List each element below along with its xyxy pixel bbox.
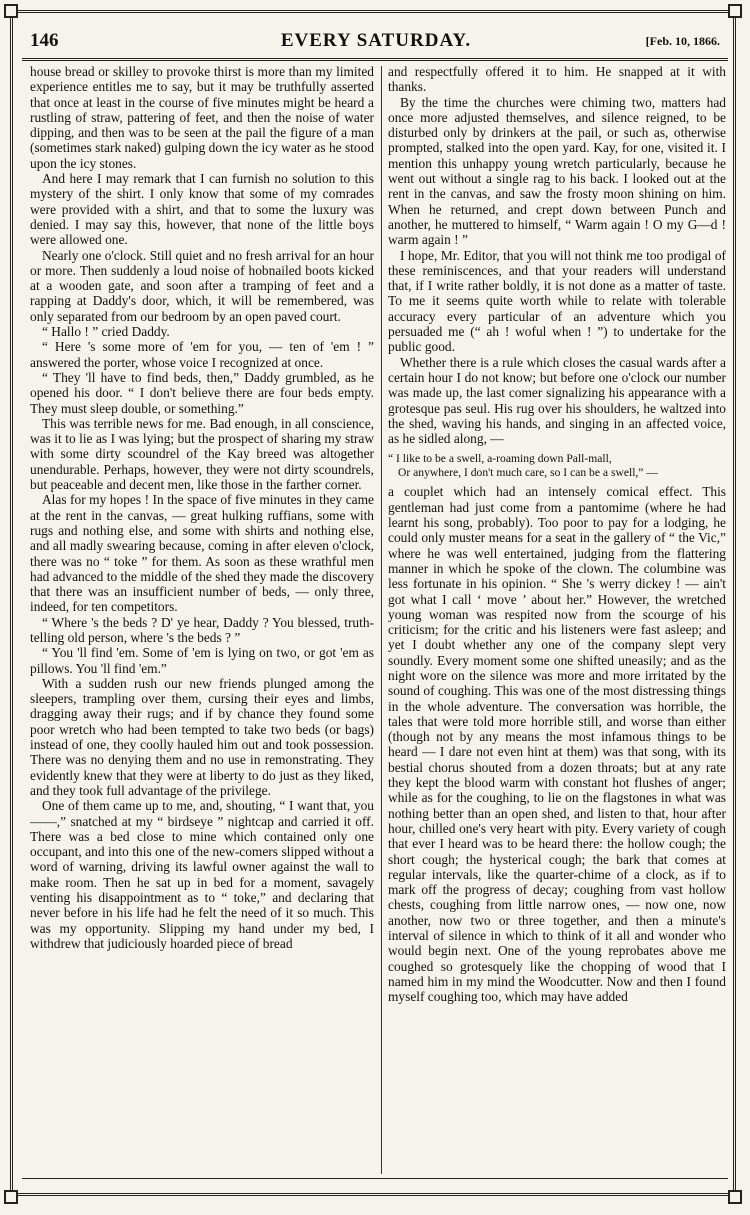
right-column-top [388, 64, 726, 446]
issue-date: [Feb. 10, 1866. [645, 34, 720, 48]
paragraph: house bread or skilley to provoke thirst is more than my limited experience entitles me to say, but it may be truthfully asserted that once at least in the course of five minutes might be heard a rustling of straw, pattering of feet, and then the noise of water dipping, and then was to be seen at the pail the figure of a man (sometimes stark naked) gulping down the icy water as he stood upon the icy stones. [30, 64, 374, 171]
paragraph: “ Here 's some more of 'em for you, — ten of 'em ! ” answered the porter, whose voice I recognized at once. [30, 339, 374, 370]
verse-quotation [388, 452, 726, 480]
left-column [30, 64, 374, 1176]
paragraph: Whether there is a rule which closes the casual wards after a certain hour I do not know; but before one o'clock our number was made up, the last comer signalizing his appearance with a grotesque pas seul. His rug over his shoulders, he waltzed into the shed, waving his hands, and singing in an affected voice, as he sidled along, — [388, 354, 726, 447]
paragraph: Nearly one o'clock. Still quiet and no fresh arrival for an hour or more. Then suddenly a loud noise of hobnailed boots kicked at a wooden gate, and soon after a tramping of feet and a rapping at Daddy's door, which, it will be remembered, was only separated from our bedroom by an open paved court. [30, 247, 374, 324]
paragraph: Alas for my hopes ! In the space of five minutes in they came at the rent in the canvas, — great hulking ruffians, some with rugs and nothing else, and some with shirts and nothing else, and all madly swearing because, coming in after eleven o'clock, there was no “ toke ” for them. As soon as these wrathful men had advanced to the middle of the shed they made the discovery that there was an insufficient number of beds, — only three, indeed, for ten competitors. [30, 492, 374, 615]
page-header [26, 30, 726, 60]
verse-line-2: Or anywhere, I don't much care, so I can be a swell,” — [398, 466, 658, 480]
paragraph: “ You 'll find 'em. Some of 'em is lying on two, or got 'em as pillows. You 'll find 'em.” [30, 645, 374, 676]
page-title: EVERY SATURDAY. [280, 30, 472, 51]
paragraph: And here I may remark that I can furnish no solution to this mystery of the shirt. I only know that some of my comrades were provided with a shirt, and that to some the luxury was denied. I may say this, however, that none of the little boys were allowed one. [30, 171, 374, 248]
column-divider [381, 66, 382, 1174]
right-column [388, 64, 726, 1176]
header-rule [22, 58, 728, 61]
paragraph: With a sudden rush our new friends plunged among the sleepers, trampling over them, cursing their eyes and limbs, dragging away their rugs; and if by chance they found some poor wretch who had been tempted to take two beds (or bags) instead of one, they coolly hauled him out and took possession. There was no denying them and no use in remonstrating. They evidently knew that they were at liberty to do just as they liked, and they took full advantage of the privilege. [30, 675, 374, 798]
paragraph: “ They 'll have to find beds, then,” Daddy grumbled, as he opened his door. “ I don't believe there are four beds empty. They must sleep double, or something.” [30, 369, 374, 416]
verse-line-1: “ I like to be a swell, a-roaming down Pall-mall, [388, 452, 612, 466]
paragraph: By the time the churches were chiming two, matters had once more adjusted themselves, and silence reigned, to be disturbed only by drinkers at the pail, or such as, otherwise prompted, stalked into the open yard. Kay, for one, visited it. I mention this unhappy young wretch particularly, because he went out without a single rag to his back. I looked out at the rent in the canvas, and saw the frosty moon shining on him. When he returned, and crept down between Punch and another, he muttered to himself, “ Warm again ! O my G—d ! warm again ! ” [388, 94, 726, 248]
paragraph: I hope, Mr. Editor, that you will not think me too prodigal of these reminiscences, and that your readers will understand that, if I write rather boldly, it is not done as a matter of taste. To me it seems quite worth while to relate with tolerable accuracy every particular of an adventure which you persuaded me (“ ah ! woful when ! ”) to undertake for the public good. [388, 247, 726, 355]
page-number: 146 [30, 30, 59, 51]
border-corner-bottom-right [728, 1190, 742, 1204]
border-corner-top-left [4, 4, 18, 18]
paragraph: a couplet which had an intensely comical effect. This gentleman had just come from a pantomime (where he had learnt his song, probably). Too poor to pay for a lodging, he could only muster means for a seat in the gallery of “ the Vic,” where he was well entertained, judging from the flattering manner in which he spoke of the clown. The columbine was less fortunate in his opinion. “ She 's werry dickey ! — ain't got what I call ‘ move ’ about her.” However, the wretched young woman was respited now from the scourge of his criticism; for the critic and his listeners were fast asleep; and yet I doubt whether any one of the company slept very soundly. Every moment some one shifted uneasily; and as the night wore on the silence was more and more irritated by the sound of coughing. This was one of the most distressing things in the whole adventure. The conversation was horrible, the tales that were told more horrible still, and worse than either (though not by any means the most infamous things to be heard — I dare not even hint at them) was that song, with its bestial chorus shouted from a dozen throats; but at any rate they kept the blood warm with constant hot flushes of anger; while as for the coughing, to lie on the flagstones in what was nothing better than an open shed, and listen to that, hour after hour, chilled one's very heart with pity. Every variety of cough that ever I heard was to be heard there: the hollow cough; the short cough; the hysterical cough; the bark that comes at regular intervals, like the quarter-chime of a clock, as if to mark off the progress of decay; coughing from vast hollow chests, coughing from little narrow ones, — now one, now another, now two or three together, and then a minute's interval of silence in which to think of it all and wonder who would begin next. One of the young reprobates above me coughed so grotesquely like the chopping of wood that I named him in my mind the Woodcutter. Now and then I found myself coughing too, which may have added [388, 484, 726, 1005]
paragraph: This was terrible news for me. Bad enough, in all conscience, was it to lie as I was lying; but the prospect of sharing my straw with some dirty scoundrel of the Kay breed was altogether unendurable. Perhaps, however, they were not dirty scoundrels, but peaceable and decent men, like those in the farther corner. [30, 415, 374, 493]
footer-rule [22, 1178, 728, 1179]
paragraph: One of them came up to me, and, shouting, “ I want that, you ——,” snatched at my “ birdseye ” nightcap and carried it off. There was a bed close to mine which contained only one occupant, and into this one of the new-comers slipped without a word of warning, driving its lawful owner against the wall to make room. Then he sat up in bed for a moment, savagely venting his disappointment as to “ toke,” and declaring that never before in his life had he felt the need of it so much. This was my opportunity. Slipping my hand under my bed, I withdrew that judiciously hoarded piece of bread [30, 798, 374, 951]
paragraph: “ Hallo ! ” cried Daddy. [42, 324, 170, 340]
border-corner-bottom-left [4, 1190, 18, 1204]
paragraph: and respectfully offered it to him. He snapped at it with thanks. [388, 64, 726, 95]
right-column-bottom [388, 484, 726, 1004]
paragraph: “ Where 's the beds ? D' ye hear, Daddy ? You blessed, truth-telling old person, where 's the beds ? ” [30, 614, 374, 645]
border-corner-top-right [728, 4, 742, 18]
